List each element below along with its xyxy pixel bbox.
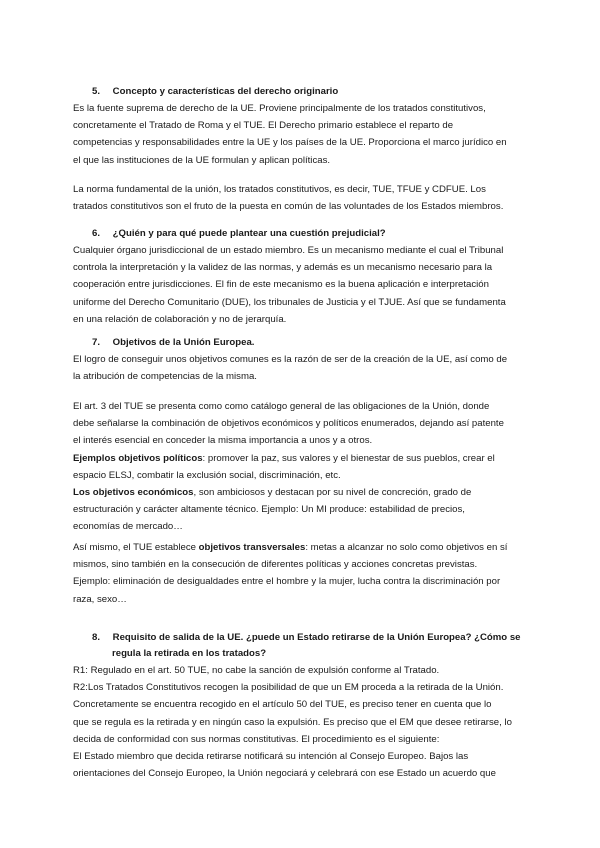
transversal-objectives-text: : metas a alcanzar no solo como objetivos en sí (305, 542, 508, 553)
text-line (73, 539, 533, 556)
text-line (73, 450, 533, 467)
section-6-heading (92, 226, 386, 242)
section-5-paragraph-1 (73, 100, 533, 169)
text-line: mismos, sino también en la consecución de diferentes políticas y acciones concretas previstas. (73, 559, 478, 571)
text-line: El art. 3 del TUE se presenta como como catálogo general de las obligaciones de la Unión, donde (73, 401, 490, 412)
text-line: El Estado miembro que decida retirarse notificará su intención al Consejo Europeo. Bajos las (73, 751, 469, 763)
political-objectives-text: : promover la paz, sus valores y el bienestar de sus pueblos, crear el (202, 452, 495, 464)
text-line: Cualquier órgano jurisdiccional de un estado miembro. Es un mecanismo mediante el cual el Tribunal (73, 245, 504, 256)
text-line: debe señalarse la combinación de objetivos económicos y políticos enumerados, dejando así patente (73, 418, 504, 430)
section-7-paragraph-2 (73, 398, 533, 536)
section-7-heading (92, 335, 254, 351)
text-line: que se regula es la retirada y en ningún caso la expulsión. Es preciso que el EM que desee retirarse, lo (73, 716, 512, 728)
text-line: R1: Regulado en el art. 50 TUE, no cabe la sanción de expulsión conforme al Tratado. (73, 665, 440, 676)
section-8-number: 8. (92, 632, 101, 643)
text-line: espacio ELSJ, combatir la exclusión social, discriminación, etc. (73, 469, 341, 481)
political-objectives-label: Ejemplos objetivos políticos (73, 452, 203, 464)
text-line (73, 484, 533, 501)
text-line: orientaciones del Consejo Europeo, la Unión negociará y celebrará con ese Estado un acuerdo que (73, 768, 496, 780)
section-6-paragraph (73, 242, 533, 328)
transversal-objectives-label: objetivos transversales (198, 542, 306, 553)
text-line: Concretamente se encuentra recogido en el artículo 50 del TUE, es preciso tener en cuenta que lo (73, 699, 492, 711)
text-line: raza, sexo… (73, 593, 127, 605)
text-line: La norma fundamental de la unión, los tratados constitutivos, es decir, TUE, TFUE y CDFUE. Los (73, 184, 486, 195)
section-8-paragraph (73, 662, 533, 782)
text-line: El logro de conseguir unos objetivos comunes es la razón de ser de la creación de la UE, así como de (73, 354, 508, 365)
text-line: en una relación de colaboración y no de jerarquía. (73, 313, 287, 325)
text-line: el interés esencial en conceder la misma importancia a unos y a otros. (73, 435, 373, 447)
section-6-title: ¿Quién y para qué puede plantear una cuestión prejudicial? (112, 228, 386, 239)
section-6-number: 6. (92, 228, 101, 239)
section-5-paragraph-2 (73, 181, 533, 215)
section-5-heading (92, 84, 338, 100)
text-line: decida de conformidad con sus normas constitutivas. El procedimiento es el siguiente: (73, 733, 440, 745)
section-7-paragraph-1 (73, 351, 533, 385)
text-line: estructuración y carácter altamente técnico. Ejemplo: Un MI produce: estabilidad de precios, (73, 504, 465, 516)
text-line: uniforme del Derecho Comunitario (DUE), los tribunales de Justicia y el TJUE. Así que se fundamenta (73, 296, 506, 308)
text-line: Ejemplo: eliminación de desigualdades entre el hombre y la mujer, lucha contra la discriminación por (73, 576, 501, 588)
text-line: economías de mercado… (73, 521, 183, 533)
text-line: tratados constitutivos son el fruto de la puesta en común de las voluntades de los Estados miembros. (73, 201, 504, 213)
text-line: controla la interpretación y la validez de las normas, y además es un mecanismo necesario para la (73, 262, 493, 274)
text-line: la atribución de competencias de la misma. (73, 371, 257, 383)
section-5-title: Concepto y características del derecho originario (112, 86, 339, 97)
section-7-paragraph-3 (73, 539, 533, 608)
text-line: cooperación entre jurisdicciones. El fin de este mecanismo es la buena aplicación e interpretación (73, 279, 489, 291)
economic-objectives-text: , son ambiciosos y destacan por su nivel de concreción, grado de (193, 487, 472, 499)
text-line: concretamente el Tratado de Roma y el TUE. El Derecho primario establece el reparto de (73, 120, 454, 132)
transversal-intro: Así mismo, el TUE establece (73, 542, 199, 553)
section-7-title: Objetivos de la Unión Europea. (112, 337, 255, 348)
section-5-number: 5. (92, 86, 101, 97)
section-8-title: Requisito de salida de la UE. ¿puede un Estado retirarse de la Unión Europea? ¿Cómo se (112, 632, 521, 643)
text-line: el que las instituciones de la UE formulan y aplican políticas. (73, 154, 331, 166)
section-8-title-continued: regula la retirada en los tratados? (112, 648, 267, 659)
text-line: Es la fuente suprema de derecho de la UE. Proviene principalmente de los tratados constitutivos, (73, 103, 486, 114)
text-line: R2:Los Tratados Constitutivos recogen la posibilidad de que un EM proceda a la retirada de la Unión. (73, 682, 504, 694)
text-line: competencias y responsabilidades entre la UE y los países de la UE. Proporciona el marco jurídico en (73, 137, 507, 149)
section-8-heading (92, 630, 521, 662)
section-7-number: 7. (92, 337, 101, 348)
economic-objectives-label: Los objetivos económicos (73, 487, 194, 499)
